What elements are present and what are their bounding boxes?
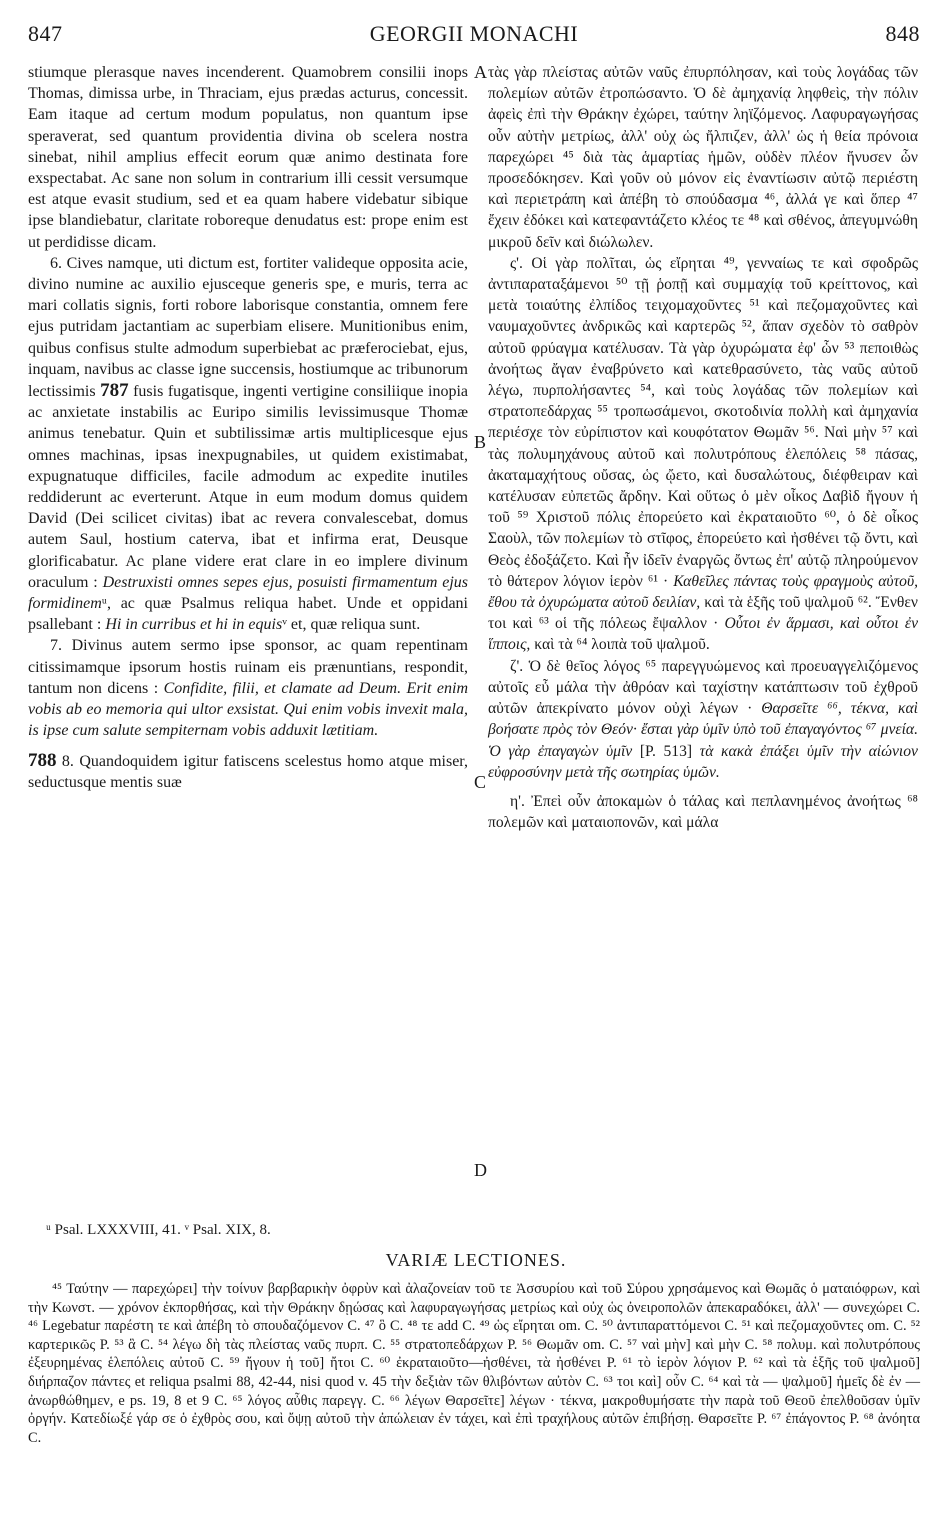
greek-quote-psalm-19: Οὗτοι ἐν ἅρμασι, καὶ οὗτοι ἐν ἵπποις,	[488, 615, 918, 654]
latin-p6-text-b: fusis fugatisque, ingenti vertigine consiliique inopia ac anxietate instabilis ac Euripo similis levissimusque Thomæ animus tenebatur. Quin et subtilissimæ artis multiplicesque ejus omnes machinas, ipsas inexpugnabiles, ut quidem existimabat, expugnatuque difficiles, facile admodum ac expedite inutiles reddiderunt ac everterunt. Atque in eum modum domus quidem David (Dei scilicet civitas) ibat ac revera convalescebat, domus autem Saul, hostium caterva, ibat et infirma erat, Deusque glorificabatur. Ac plane videre erat clare in eo implere divinum oraculum :	[28, 383, 469, 591]
greek-p7-quote: Θαρσεῖτε ⁶⁶, τέκνα, καὶ βοήσατε πρὸς τὸν Θεόν· ἔσται γὰρ ὑμῖν ὑπὸ τοῦ ἐπαγαγόντος ⁶⁷ μνεία. Ὁ γὰρ ἐπαγαγὼν ὑμῖν	[488, 700, 918, 760]
latin-quote-psalm-88: Destruxisti omnes sepes ejus, posuisti firmamentum ejus formidinem	[28, 573, 469, 613]
latin-p6-text-f: ᵛ et, quæ reliqua sunt.	[282, 616, 421, 634]
column-number-788: 788	[28, 749, 57, 771]
latin-paragraph-1: stiumque plerasque naves incenderent. Quamobrem consilii inops Thomas, dimissa urbe, in Thraciam, ejus prædas acturus, concessit. Eam itaque ad certum modum populatus, non quantum ipse speraverat, sed quantum providentia divina ob scelera nostra sinebat, nihil amplius effecit eorum quæ animo destinata fore exspectabat. Ac sane non solum in contrarium illi cessit versumque est atque evasit studium, sed et ea quam habere videbatur sibique ipse blandiebatur, claritate roboreque denudatus est: prope enim est ut perdidisse dicam.	[28, 64, 468, 251]
latin-column	[28, 62, 468, 793]
latin-paragraph-6	[28, 253, 468, 636]
page-header	[28, 14, 920, 54]
footnotes: ᵘ Psal. LXXXVIII, 41. ᵛ Psal. XIX, 8.	[46, 1222, 271, 1238]
column-number-787: 787	[100, 380, 129, 402]
latin-quote-psalm-19: Hi in curribus et hi in equis	[105, 616, 283, 634]
latin-paragraph-7	[28, 635, 468, 741]
greek-p6-text: ς'. Οἱ γὰρ πολῖται, ὡς εἴρηται ⁴⁹, γενναίως τε καὶ σφοδρῶς ἀντιπαραταξάμενοι ⁵⁰ τῇ ῥοπῇ καὶ συμμαχίᾳ τοῦ κρείττονος, καὶ μετὰ τοιαύτης ἐλπίδος τειχομαχοῦντες ⁵¹ καὶ πεζομαχοῦντες καὶ ναυμαχοῦντες ἀνδρικῶς καὶ καρτερῶς ⁵², ἅπαν σχεδὸν τὸ σαθρὸν αὐτοῦ φρύαγμα κατέλυσαν. Τὰ γὰρ ὀχυρώματα ἐφ' ὧν ⁵³ πεποιθὼς ἀνοήτως ἄγαν ἐναβρύνετο καὶ κατεθρασύνετο, τὰς ναῦς αὐτοῦ λέγω, πυρπολήσαντες ⁵⁴, καὶ τοὺς λογάδας τῶν πολεμίων καὶ στρατοπεδάρχας ⁵⁵ τροπωσάμενοι, σκοτοδινία πολλὴ καὶ ἀμηχανία περιέσχε τὸν εὐρίπιστον καὶ κουφότατον Θωμᾶν ⁵⁶. Ναὶ μὴν ⁵⁷ καὶ τὰς πολυμηχάνους αὐτοῦ καὶ πολυτρόπους ἑλεπόλεις ⁵⁸ πάσας, ἀκαταμαχήτους οὔσας, ὡς ᾤετο, καὶ δυσαλώτους, διέφθειραν καὶ κατέλυσαν εὐπετῶς ἄρδην. Καὶ οὕτως ὁ μὲν οἶκος Δαβὶδ ἤγουν ἡ τοῦ ⁵⁹ Χριστοῦ πόλις ἐπορεύετο καὶ ἐκραταιοῦτο ⁶⁰, ὁ δὲ οἶκος Σαοὺλ, τῶν πολεμίων τὸ στῖφος, ἐπορεύετο καὶ ἠσθένει τῷ ὄντι, καὶ Θεὸς ἐδοξάζετο. Καὶ ἦν ἰδεῖν ἐναργῶς ὄντως ἐπ' αὐτῷ πληρούμενον τὸ θάτερον λόγιον ἱερὸν ⁶¹ ·	[488, 254, 918, 590]
variae-lectiones-text: ⁴⁵ Ταύτην — παρεχώρει] τὴν τοίνυν βαρβαρικὴν ὀφρὺν καὶ ἀλαζονείαν τοῦ τε Ἀσσυρίου καὶ τοῦ Σύρου χρησάμενος καὶ Θωμᾶς ὁ ματαιόφρων, καὶ τὴν Κωνστ. — χρόνον ἐκπορθήσας, καὶ τὴν Θράκην δῃώσας καὶ λαφυραγωγήσας μετρίως καὶ οὐχ ὡς ὀνειροπολῶν ἀπεκαραδόκει, ἀλλ' — συνεχώρει C. ⁴⁶ Legebatur παρέστη τε καὶ ἀπέβη τὸ σπουδαζόμενον C. ⁴⁷ ὃ C. ⁴⁸ τε add C. ⁴⁹ ὡς εἴρηται om. C. ⁵⁰ ἀντιπαραττόμενοι C. ⁵¹ καὶ πεζομαχοῦντες om. C. ⁵² καρτερικῶς P. ⁵³ ἃ C. ⁵⁴ λέγω δὴ τὰς πλείστας ναῦς πυρπ. C. ⁵⁵ στρατοπεδάρχων P. ⁵⁶ Θωμᾶν om. C. ⁵⁷ ναὶ μὴν] καὶ μὴν C. ⁵⁸ πολυμ. καὶ πολυτρόπους ἐξευρημένας ἑλεπόλεις αὐτοῦ C. ⁵⁹ ἤγουν ἡ τοῦ] ἤτοι C. ⁶⁰ ἐκραταιοῦτο—ἠσθένει, τὰ ἠσθένει P. ⁶¹ τὸ ἱερὸν λόγιον P. ⁶² καὶ τὰ ἑξῆς τοῦ ψαλμοῦ] διήρπαζον πάντες et reliqua psalmi 88, 42-44, nisi quod v. 45 τὴν δεξιὰν τῶν θλιβόντων αὐτὸν C. ⁶³ τοι καὶ] οὖν C. ⁶⁴ καὶ τὰ — ψαλμοῦ] ἡμεῖς δὲ ἐν — ἀνωρθώθημεν, e ps. 19, 8 et 9 C. ⁶⁵ λόγος αὖθις παρεγγ. C. ⁶⁶ λέγων Θαρσεῖτε] λέγων · τέκνα, μακροθυμήσατε τὴν παρὰ τοῦ Θεοῦ ἐπελθοῦσαν ὑμῖν ὀργήν. Κατεδίωξέ γάρ σε ὁ ἐχθρὸς σου, καὶ ὄψῃ αὐτοῦ τὴν ἀπώλειαν ἐν τάχει, καὶ ἐπὶ τραχήλους αὐτῶν ἐπιβήσῃ. Θαρσεῖτε P. ⁶⁷ ἐπάγοντος P. ⁶⁸ ἀνόητα C.	[28, 1281, 920, 1446]
greek-p7-quote-2: τὰ κακὰ ἐπάξει ὑμῖν τὴν αἰώνιον εὐφροσύνην μετὰ τῆς σωτηρίας ὑμῶν.	[488, 742, 918, 781]
greek-p7-text: ζ'. Ὁ δὲ θεῖος λόγος ⁶⁵ παρεγγυώμενος καὶ προευαγγελιζόμενος αὐτοῖς εὖ μάλα τὴν ἀθρόαν καὶ ταχίστην κατάπτωσιν τοῦ ἐχθροῦ αὐτῶν ἀπεκρίνατο μόνον οὐχὶ λέγων ·	[488, 657, 918, 718]
greek-paragraph-8: η'. Ἐπεὶ οὖν ἀποκαμὼν ὁ τάλας καὶ πεπλανημένος ἀνοήτως ⁶⁸ πολεμῶν καὶ ματαιοπονῶν, καὶ μάλα	[488, 792, 918, 832]
page-number-left: 847	[28, 21, 63, 46]
latin-p8-text: 8. Quandoquidem igitur fatiscens scelestus homo atque miser, seductusque mentis suæ	[28, 752, 468, 791]
margin-marker-c: C	[474, 772, 487, 792]
latin-p7-text: 7. Divinus autem sermo ipse sponsor, ac quam repentinam citissimamque ipsorum hostis ruinam eis prænuntians, respondit, tantum non dicens :	[28, 637, 468, 697]
greek-page-reference: [P. 513]	[639, 742, 693, 760]
variae-lectiones-title: VARIÆ LECTIONES.	[385, 1250, 567, 1270]
greek-quote-psalm-88: Καθεῖλες πάντας τοὺς φραγμοὺς αὐτοῦ, ἔθου τὰ ὀχυρώματα αὐτοῦ δειλίαν,	[488, 572, 919, 612]
greek-paragraph-1: τὰς γὰρ πλείστας αὐτῶν ναῦς ἐπυρπόλησαν, καὶ τοὺς λογάδας τῶν πολεμίων αὐτῶν ἐτροπώσαντο. Ὁ δὲ ἀμηχανίᾳ ληφθεὶς, τὴν πόλιν ἀφεὶς ἐπὶ τὴν Θράκην ἐχώρει, ταύτην ληϊζόμενος. Λαφυραγωγήσας οὖν αὐτὴν μετρίως, ἀλλ' οὐχ ὡς ἤλπιζεν, ἀλλ' ὡς ἡ θεία πρόνοια παρεχώρει ⁴⁵ διὰ τὰς ἁμαρτίας ἡμῶν, οὐδὲν πλέον ἤνυσεν ὧν προσεδόκησεν. Καὶ γοῦν οὐ μόνον εἰς ἐναντίωσιν αὐτῷ περιέστη καὶ περιετράπη καὶ ἀπέβη τὸ σπούδασμα ⁴⁶, ἀλλά γε καὶ ὅπερ ⁴⁷ ἔχειν ἐδόκει καὶ κατεφαντάζετο κλέος τε ⁴⁸ καὶ σθένος, ἀπεγυμνώθη μικροῦ δεῖν καὶ διώλωλεν.	[488, 64, 918, 251]
variae-lectiones	[28, 1280, 920, 1447]
latin-paragraph-8	[28, 750, 468, 793]
margin-marker-d: D	[474, 1160, 487, 1180]
greek-paragraph-6	[488, 253, 918, 656]
running-title: GEORGII MONACHI	[369, 21, 579, 46]
latin-p6-text-a: 6. Cives namque, uti dictum est, fortiter valideque opposita acie, divino numine ac auxilio ejusceque generis spe, e muris, terra ac mari collatis signis, forti robore laborisque constantia, omnem fere ejus putridam jactantiam ac superbiam elisere. Munitionibus enim, quibus confisus stulte admodum superbiebat ac præferociebat, ejus, inquam, navibus ac classe igne succensis, hostiumque ac tribunorum lectissimis	[28, 254, 468, 401]
greek-column	[488, 62, 918, 833]
margin-marker-b: B	[474, 432, 487, 452]
greek-paragraph-7	[488, 656, 918, 783]
greek-p6-text-3: καὶ τὰ ⁶⁴ λοιπὰ τοῦ ψαλμοῦ.	[534, 636, 710, 654]
margin-marker-a: A	[474, 62, 487, 82]
page-number-right: 848	[885, 21, 920, 46]
latin-p7-quote: Confidite, filii, et clamate ad Deum. Erit enim vobis ab eo memoria qui ultor exsistat. Qui enim vobis invexit mala, is ipse cum salute sempiternam vobis adduxit lætitiam.	[28, 679, 469, 740]
greek-p6-text-2: καὶ τὰ ἑξῆς τοῦ ψαλμοῦ ⁶². Ἔνθεν τοι καὶ ⁶³ οἱ τῆς πόλεως ἔψαλλον ·	[488, 594, 918, 633]
latin-p6-text-d: ᵘ, ac quæ Psalmus reliqua habet. Unde et oppidani psallebant :	[28, 595, 468, 634]
